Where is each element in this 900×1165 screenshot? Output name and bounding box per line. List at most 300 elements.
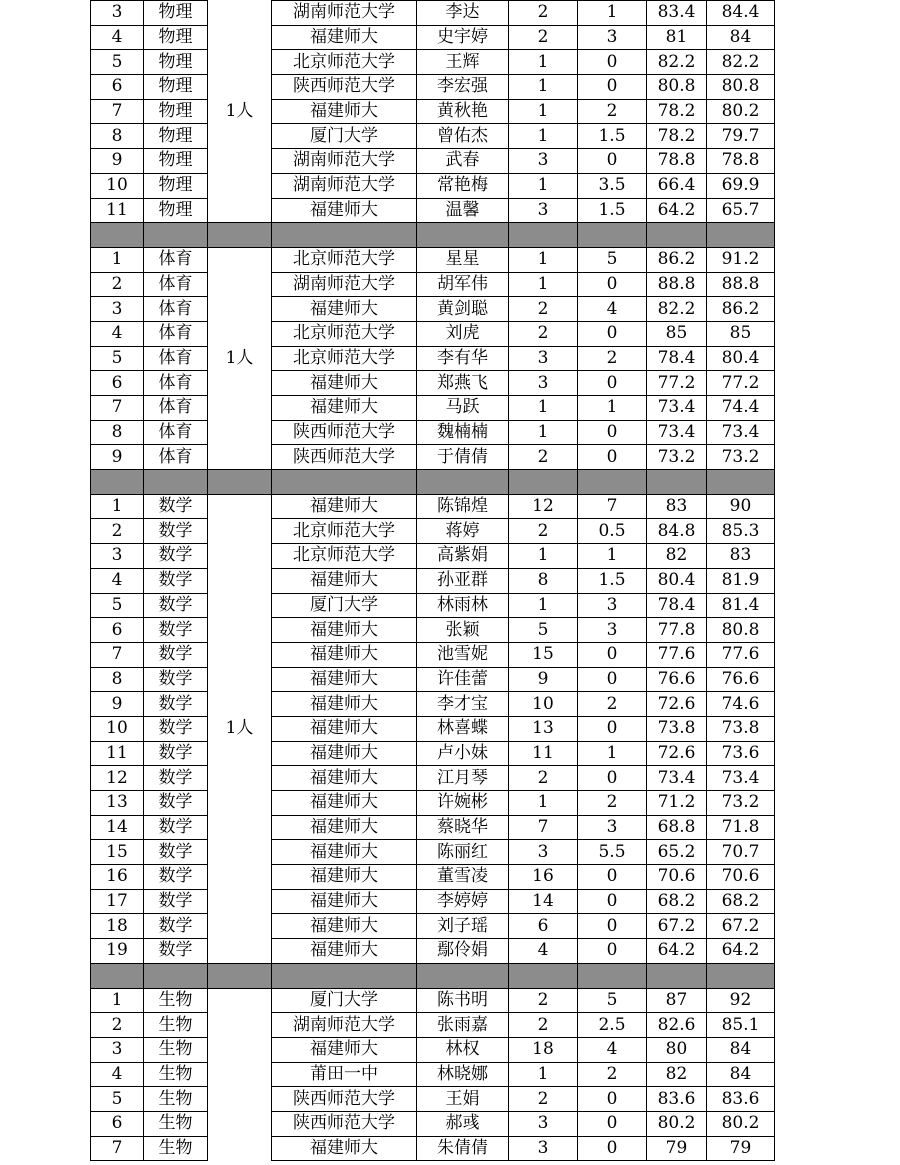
- row-number: 4: [91, 568, 144, 593]
- row-number: 14: [91, 815, 144, 840]
- name-cell: 董雪凌: [417, 865, 509, 890]
- subject-cell: 体育: [144, 371, 208, 396]
- subject-cell: 数学: [144, 914, 208, 939]
- score-a-cell: 1: [509, 75, 578, 100]
- total-cell: 70.7: [707, 840, 775, 865]
- score-a-cell: 1: [509, 1062, 578, 1087]
- score-b-cell: 0: [578, 75, 647, 100]
- total-cell: 78.8: [707, 149, 775, 174]
- name-cell: 黄秋艳: [417, 99, 509, 124]
- name-cell: 鄢伶娟: [417, 939, 509, 964]
- total-cell: 80.8: [707, 618, 775, 643]
- school-cell: 福建师大: [272, 939, 417, 964]
- score-c-cell: 71.2: [647, 791, 707, 816]
- quota-cell: [208, 445, 272, 470]
- table-row: [91, 272, 775, 297]
- total-cell: 83: [707, 544, 775, 569]
- quota-cell: [208, 815, 272, 840]
- row-number: 10: [91, 173, 144, 198]
- quota-cell: [208, 297, 272, 322]
- subject-cell: 数学: [144, 865, 208, 890]
- score-a-cell: 1: [509, 791, 578, 816]
- name-cell: 于倩倩: [417, 445, 509, 470]
- score-a-cell: 2: [509, 766, 578, 791]
- subject-cell: 物理: [144, 124, 208, 149]
- table-row: [91, 889, 775, 914]
- score-a-cell: 7: [509, 815, 578, 840]
- total-cell: 85.3: [707, 519, 775, 544]
- quota-cell: [208, 766, 272, 791]
- score-a-cell: 1: [509, 544, 578, 569]
- score-c-cell: 80: [647, 1037, 707, 1062]
- score-a-cell: 2: [509, 297, 578, 322]
- table-row: [91, 865, 775, 890]
- row-number: 9: [91, 692, 144, 717]
- table-row: [91, 568, 775, 593]
- score-c-cell: 77.8: [647, 618, 707, 643]
- table-row: [91, 371, 775, 396]
- name-cell: 江月琴: [417, 766, 509, 791]
- subject-cell: 数学: [144, 889, 208, 914]
- row-number: 1: [91, 494, 144, 519]
- group-separator-row: [91, 223, 775, 248]
- table-row: [91, 50, 775, 75]
- score-b-cell: 0: [578, 1087, 647, 1112]
- row-number: 2: [91, 1013, 144, 1038]
- score-c-cell: 67.2: [647, 914, 707, 939]
- score-c-cell: 73.4: [647, 420, 707, 445]
- score-c-cell: 66.4: [647, 173, 707, 198]
- table-row: [91, 396, 775, 421]
- score-c-cell: 72.6: [647, 741, 707, 766]
- total-cell: 82.2: [707, 50, 775, 75]
- row-number: 10: [91, 716, 144, 741]
- quota-cell: [208, 1087, 272, 1112]
- score-b-cell: 1: [578, 741, 647, 766]
- score-c-cell: 77.2: [647, 371, 707, 396]
- total-cell: 80.8: [707, 75, 775, 100]
- quota-cell: [208, 544, 272, 569]
- separator-cell: [91, 963, 144, 988]
- row-number: 4: [91, 25, 144, 50]
- score-c-cell: 70.6: [647, 865, 707, 890]
- school-cell: 北京师范大学: [272, 247, 417, 272]
- name-cell: 刘子瑶: [417, 914, 509, 939]
- table-row: [91, 445, 775, 470]
- row-number: 8: [91, 667, 144, 692]
- row-number: 7: [91, 1136, 144, 1161]
- table-row: [91, 840, 775, 865]
- table-row: [91, 618, 775, 643]
- score-b-cell: 0: [578, 939, 647, 964]
- school-cell: 湖南师范大学: [272, 1013, 417, 1038]
- group-separator-row: [91, 963, 775, 988]
- score-a-cell: 16: [509, 865, 578, 890]
- row-number: 11: [91, 741, 144, 766]
- total-cell: 81.9: [707, 568, 775, 593]
- subject-cell: 生物: [144, 1013, 208, 1038]
- separator-cell: [208, 963, 272, 988]
- score-a-cell: 1: [509, 420, 578, 445]
- separator-cell: [144, 963, 208, 988]
- separator-cell: [144, 470, 208, 495]
- score-b-cell: 1.5: [578, 124, 647, 149]
- score-a-cell: 1: [509, 173, 578, 198]
- separator-cell: [417, 223, 509, 248]
- row-number: 17: [91, 889, 144, 914]
- row-number: 5: [91, 1087, 144, 1112]
- table-row: [91, 149, 775, 174]
- quota-cell: [208, 50, 272, 75]
- score-c-cell: 85: [647, 321, 707, 346]
- name-cell: 常艳梅: [417, 173, 509, 198]
- school-cell: 厦门大学: [272, 593, 417, 618]
- row-number: 11: [91, 198, 144, 223]
- score-c-cell: 82: [647, 544, 707, 569]
- subject-cell: 物理: [144, 50, 208, 75]
- separator-cell: [707, 223, 775, 248]
- subject-cell: 数学: [144, 544, 208, 569]
- score-c-cell: 64.2: [647, 939, 707, 964]
- score-c-cell: 83.6: [647, 1087, 707, 1112]
- row-number: 6: [91, 618, 144, 643]
- score-c-cell: 87: [647, 988, 707, 1013]
- subject-cell: 数学: [144, 568, 208, 593]
- separator-cell: [91, 223, 144, 248]
- name-cell: 星星: [417, 247, 509, 272]
- subject-cell: 数学: [144, 667, 208, 692]
- subject-cell: 数学: [144, 692, 208, 717]
- subject-cell: 物理: [144, 1, 208, 26]
- table-row: [91, 939, 775, 964]
- score-c-cell: 68.2: [647, 889, 707, 914]
- score-c-cell: 78.2: [647, 124, 707, 149]
- score-b-cell: 0: [578, 50, 647, 75]
- table-row: [91, 1, 775, 26]
- score-b-cell: 2: [578, 791, 647, 816]
- table-row: [91, 321, 775, 346]
- school-cell: 陕西师范大学: [272, 75, 417, 100]
- total-cell: 83.6: [707, 1087, 775, 1112]
- separator-cell: [578, 223, 647, 248]
- table-row: [91, 519, 775, 544]
- score-b-cell: 2: [578, 99, 647, 124]
- score-b-cell: 0: [578, 371, 647, 396]
- name-cell: 林喜蝶: [417, 716, 509, 741]
- separator-cell: [208, 223, 272, 248]
- row-number: 4: [91, 321, 144, 346]
- school-cell: 湖南师范大学: [272, 173, 417, 198]
- score-a-cell: 4: [509, 939, 578, 964]
- table-row: [91, 741, 775, 766]
- school-cell: 福建师大: [272, 568, 417, 593]
- school-cell: 福建师大: [272, 865, 417, 890]
- school-cell: 福建师大: [272, 716, 417, 741]
- score-c-cell: 81: [647, 25, 707, 50]
- separator-cell: [272, 470, 417, 495]
- subject-cell: 物理: [144, 149, 208, 174]
- separator-cell: [578, 963, 647, 988]
- school-cell: 北京师范大学: [272, 519, 417, 544]
- row-number: 16: [91, 865, 144, 890]
- quota-cell: [208, 321, 272, 346]
- row-number: 5: [91, 593, 144, 618]
- name-cell: 郝彧: [417, 1111, 509, 1136]
- name-cell: 王辉: [417, 50, 509, 75]
- score-a-cell: 3: [509, 346, 578, 371]
- school-cell: 福建师大: [272, 1136, 417, 1161]
- total-cell: 73.4: [707, 766, 775, 791]
- name-cell: 黄剑聪: [417, 297, 509, 322]
- score-a-cell: 13: [509, 716, 578, 741]
- score-c-cell: 73.2: [647, 445, 707, 470]
- row-number: 13: [91, 791, 144, 816]
- school-cell: 湖南师范大学: [272, 149, 417, 174]
- quota-cell: 1人: [208, 716, 272, 741]
- school-cell: 福建师大: [272, 618, 417, 643]
- score-b-cell: 3: [578, 618, 647, 643]
- subject-cell: 体育: [144, 396, 208, 421]
- score-b-cell: 0: [578, 766, 647, 791]
- total-cell: 73.4: [707, 420, 775, 445]
- total-cell: 74.6: [707, 692, 775, 717]
- score-c-cell: 84.8: [647, 519, 707, 544]
- school-cell: 陕西师范大学: [272, 1111, 417, 1136]
- quota-cell: [208, 568, 272, 593]
- total-cell: 73.8: [707, 716, 775, 741]
- row-number: 7: [91, 396, 144, 421]
- row-number: 6: [91, 371, 144, 396]
- name-cell: 陈书明: [417, 988, 509, 1013]
- score-a-cell: 5: [509, 618, 578, 643]
- row-number: 3: [91, 297, 144, 322]
- score-table-body: [91, 1, 775, 1161]
- total-cell: 80.2: [707, 1111, 775, 1136]
- name-cell: 温馨: [417, 198, 509, 223]
- row-number: 5: [91, 50, 144, 75]
- school-cell: 福建师大: [272, 766, 417, 791]
- table-row: [91, 988, 775, 1013]
- quota-cell: [208, 25, 272, 50]
- score-b-cell: 0: [578, 1136, 647, 1161]
- score-a-cell: 1: [509, 124, 578, 149]
- quota-cell: [208, 791, 272, 816]
- score-b-cell: 0: [578, 272, 647, 297]
- school-cell: 湖南师范大学: [272, 272, 417, 297]
- score-a-cell: 9: [509, 667, 578, 692]
- score-a-cell: 3: [509, 1111, 578, 1136]
- quota-cell: [208, 124, 272, 149]
- row-number: 2: [91, 519, 144, 544]
- quota-cell: [208, 914, 272, 939]
- score-b-cell: 0: [578, 716, 647, 741]
- subject-cell: 体育: [144, 445, 208, 470]
- score-b-cell: 0: [578, 1111, 647, 1136]
- quota-cell: [208, 494, 272, 519]
- school-cell: 福建师大: [272, 1037, 417, 1062]
- name-cell: 李宏强: [417, 75, 509, 100]
- quota-cell: [208, 396, 272, 421]
- name-cell: 朱倩倩: [417, 1136, 509, 1161]
- total-cell: 92: [707, 988, 775, 1013]
- row-number: 5: [91, 346, 144, 371]
- quota-cell: [208, 741, 272, 766]
- total-cell: 71.8: [707, 815, 775, 840]
- score-a-cell: 18: [509, 1037, 578, 1062]
- score-c-cell: 73.4: [647, 766, 707, 791]
- subject-cell: 物理: [144, 99, 208, 124]
- subject-cell: 物理: [144, 173, 208, 198]
- name-cell: 李婷婷: [417, 889, 509, 914]
- quota-cell: [208, 173, 272, 198]
- school-cell: 福建师大: [272, 914, 417, 939]
- score-b-cell: 1: [578, 396, 647, 421]
- score-b-cell: 4: [578, 297, 647, 322]
- row-number: 6: [91, 75, 144, 100]
- separator-cell: [272, 223, 417, 248]
- table-row: [91, 642, 775, 667]
- score-c-cell: 65.2: [647, 840, 707, 865]
- table-row: [91, 914, 775, 939]
- score-b-cell: 5.5: [578, 840, 647, 865]
- separator-cell: [707, 470, 775, 495]
- score-a-cell: 1: [509, 99, 578, 124]
- table-row: [91, 173, 775, 198]
- score-b-cell: 0: [578, 914, 647, 939]
- table-row: [91, 815, 775, 840]
- table-row: [91, 25, 775, 50]
- quota-cell: [208, 1111, 272, 1136]
- table-row: [91, 692, 775, 717]
- score-c-cell: 78.8: [647, 149, 707, 174]
- score-b-cell: 0: [578, 420, 647, 445]
- school-cell: 福建师大: [272, 371, 417, 396]
- table-row: [91, 1111, 775, 1136]
- score-b-cell: 0.5: [578, 519, 647, 544]
- quota-cell: 1人: [208, 99, 272, 124]
- school-cell: 北京师范大学: [272, 321, 417, 346]
- row-number: 9: [91, 149, 144, 174]
- total-cell: 64.2: [707, 939, 775, 964]
- score-b-cell: 3.5: [578, 173, 647, 198]
- score-b-cell: 2: [578, 692, 647, 717]
- score-b-cell: 2: [578, 346, 647, 371]
- row-number: 18: [91, 914, 144, 939]
- name-cell: 陈锦煌: [417, 494, 509, 519]
- score-c-cell: 82.2: [647, 50, 707, 75]
- separator-cell: [647, 963, 707, 988]
- separator-cell: [272, 963, 417, 988]
- score-a-cell: 2: [509, 988, 578, 1013]
- table-row: [91, 1062, 775, 1087]
- subject-cell: 数学: [144, 791, 208, 816]
- quota-cell: [208, 939, 272, 964]
- name-cell: 蒋婷: [417, 519, 509, 544]
- school-cell: 莆田一中: [272, 1062, 417, 1087]
- separator-cell: [417, 963, 509, 988]
- school-cell: 福建师大: [272, 667, 417, 692]
- subject-cell: 数学: [144, 716, 208, 741]
- score-c-cell: 82.6: [647, 1013, 707, 1038]
- total-cell: 73.2: [707, 445, 775, 470]
- row-number: 3: [91, 1037, 144, 1062]
- score-c-cell: 78.2: [647, 99, 707, 124]
- name-cell: 李达: [417, 1, 509, 26]
- separator-cell: [647, 470, 707, 495]
- table-row: [91, 420, 775, 445]
- row-number: 8: [91, 124, 144, 149]
- score-c-cell: 76.6: [647, 667, 707, 692]
- table-row: [91, 716, 775, 741]
- total-cell: 73.6: [707, 741, 775, 766]
- quota-cell: [208, 272, 272, 297]
- score-c-cell: 73.4: [647, 396, 707, 421]
- total-cell: 68.2: [707, 889, 775, 914]
- row-number: 3: [91, 544, 144, 569]
- total-cell: 65.7: [707, 198, 775, 223]
- score-a-cell: 2: [509, 519, 578, 544]
- score-a-cell: 11: [509, 741, 578, 766]
- subject-cell: 数学: [144, 618, 208, 643]
- total-cell: 79.7: [707, 124, 775, 149]
- school-cell: 厦门大学: [272, 988, 417, 1013]
- subject-cell: 数学: [144, 840, 208, 865]
- score-c-cell: 77.6: [647, 642, 707, 667]
- score-a-cell: 1: [509, 593, 578, 618]
- score-b-cell: 7: [578, 494, 647, 519]
- separator-cell: [647, 223, 707, 248]
- name-cell: 林雨林: [417, 593, 509, 618]
- name-cell: 马跃: [417, 396, 509, 421]
- table-row: [91, 544, 775, 569]
- score-a-cell: 2: [509, 25, 578, 50]
- name-cell: 郑燕飞: [417, 371, 509, 396]
- score-a-cell: 10: [509, 692, 578, 717]
- quota-cell: [208, 1037, 272, 1062]
- total-cell: 81.4: [707, 593, 775, 618]
- total-cell: 77.6: [707, 642, 775, 667]
- quota-cell: [208, 593, 272, 618]
- total-cell: 84: [707, 25, 775, 50]
- separator-cell: [707, 963, 775, 988]
- total-cell: 84: [707, 1037, 775, 1062]
- subject-cell: 体育: [144, 321, 208, 346]
- total-cell: 90: [707, 494, 775, 519]
- score-c-cell: 80.2: [647, 1111, 707, 1136]
- school-cell: 陕西师范大学: [272, 420, 417, 445]
- row-number: 9: [91, 445, 144, 470]
- score-c-cell: 82: [647, 1062, 707, 1087]
- school-cell: 福建师大: [272, 25, 417, 50]
- school-cell: 福建师大: [272, 494, 417, 519]
- score-a-cell: 3: [509, 840, 578, 865]
- quota-cell: [208, 889, 272, 914]
- score-a-cell: 1: [509, 272, 578, 297]
- total-cell: 88.8: [707, 272, 775, 297]
- subject-cell: 体育: [144, 297, 208, 322]
- score-b-cell: 2: [578, 1062, 647, 1087]
- name-cell: 曾佑杰: [417, 124, 509, 149]
- score-a-cell: 1: [509, 247, 578, 272]
- score-b-cell: 0: [578, 321, 647, 346]
- name-cell: 胡军伟: [417, 272, 509, 297]
- total-cell: 80.4: [707, 346, 775, 371]
- quota-cell: [208, 371, 272, 396]
- total-cell: 85: [707, 321, 775, 346]
- row-number: 3: [91, 1, 144, 26]
- score-c-cell: 79: [647, 1136, 707, 1161]
- score-a-cell: 3: [509, 1136, 578, 1161]
